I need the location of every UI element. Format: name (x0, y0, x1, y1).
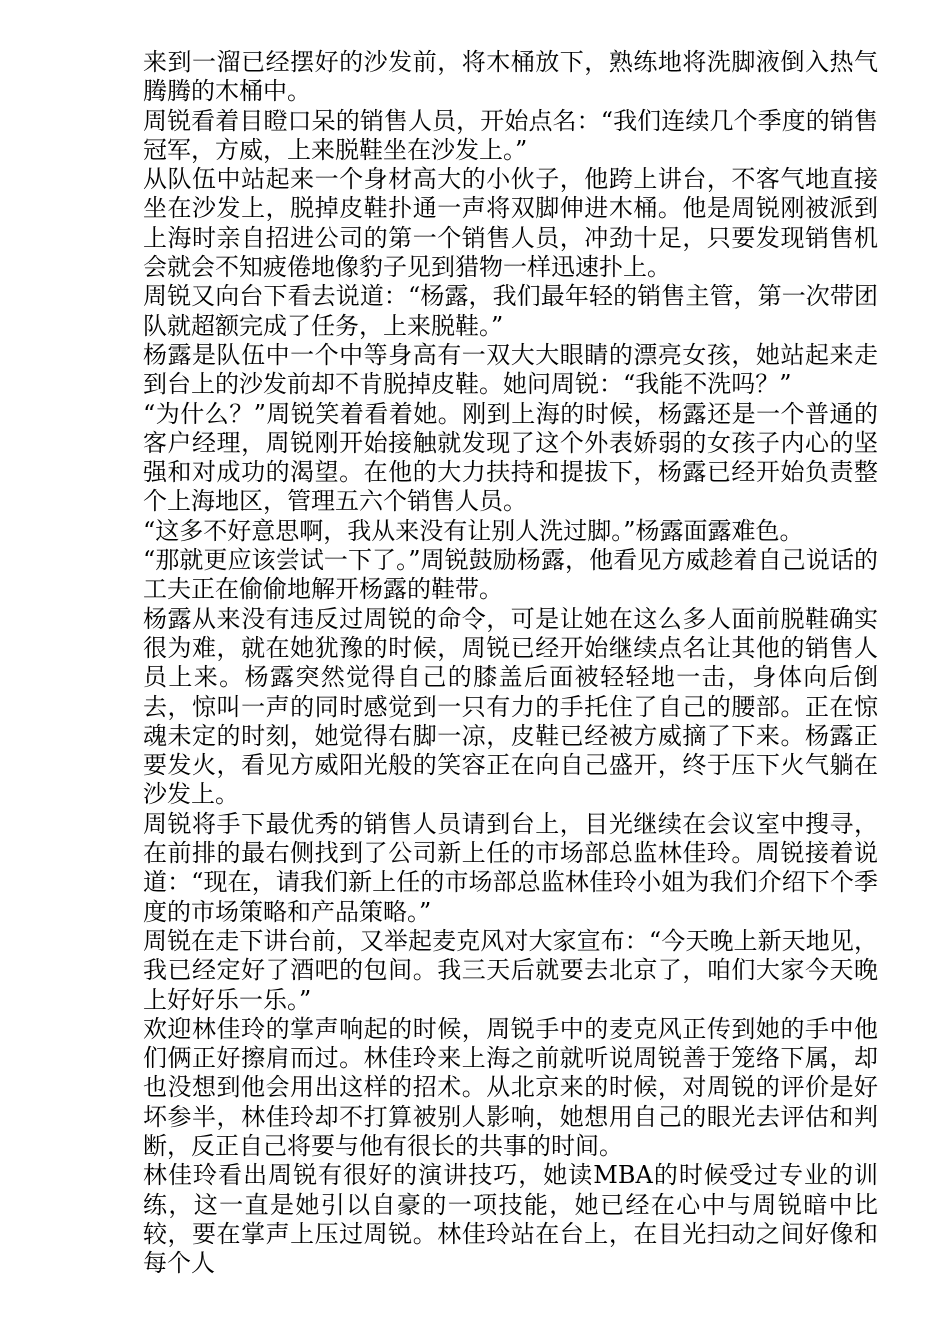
paragraph: 杨露是队伍中一个中等身高有一双大大眼睛的漂亮女孩，她站起来走到台上的沙发前却不肯脱掉皮鞋。她问周锐：“我能不洗吗？” (143, 340, 878, 399)
paragraph: 周锐看着目瞪口呆的销售人员，开始点名：“我们连续几个季度的销售冠军，方威，上来脱鞋坐在沙发上。” (143, 106, 878, 164)
paragraph: 林佳玲看出周锐有很好的演讲技巧，她读MBA的时候受过专业的训练，这一直是她引以自豪的一项技能，她已经在心中与周锐暗中比较，要在掌声上压过周锐。林佳玲站在台上，在目光扫动之间好像和每个人 (143, 1161, 878, 1278)
paragraph: 来到一溜已经摆好的沙发前，将木桶放下，熟练地将洗脚液倒入热气腾腾的木桶中。 (143, 48, 878, 106)
document-body (143, 48, 878, 1278)
paragraph: “那就更应该尝试一下了。”周锐鼓励杨露，他看见方威趁着自己说话的工夫正在偷偷地解开杨露的鞋带。 (143, 546, 878, 604)
paragraph: “为什么？”周锐笑着看着她。刚到上海的时候，杨露还是一个普通的客户经理，周锐刚开始接触就发现了这个外表娇弱的女孩子内心的坚强和对成功的渴望。在他的大力扶持和提拔下，杨露已经开始负责整个上海地区，管理五六个销售人员。 (143, 399, 878, 516)
paragraph: “这多不好意思啊，我从来没有让别人洗过脚。”杨露面露难色。 (143, 516, 804, 545)
paragraph: 周锐在走下讲台前，又举起麦克风对大家宣布：“今天晚上新天地见，我已经定好了酒吧的包间。我三天后就要去北京了，咱们大家今天晚上好好乐一乐。” (143, 926, 878, 1014)
paragraph: 周锐又向台下看去说道：“杨露，我们最年轻的销售主管，第一次带团队就超额完成了任务，上来脱鞋。” (143, 282, 878, 340)
paragraph: 杨露从来没有违反过周锐的命令，可是让她在这么多人面前脱鞋确实很为难，就在她犹豫的时候，周锐已经开始继续点名让其他的销售人员上来。杨露突然觉得自己的膝盖后面被轻轻地一击，身体向后倒去，惊叫一声的同时感觉到一只有力的手托住了自己的腰部。正在惊魂未定的时刻，她觉得右脚一凉，皮鞋已经被方威摘了下来。杨露正要发火，看见方威阳光般的笑容正在向自己盛开，终于压下火气躺在沙发上。 (143, 604, 878, 809)
paragraph: 从队伍中站起来一个身材高大的小伙子，他跨上讲台，不客气地直接坐在沙发上，脱掉皮鞋扑通一声将双脚伸进木桶。他是周锐刚被派到上海时亲自招进公司的第一个销售人员，冲劲十足，只要发现销售机会就会不知疲倦地像豹子见到猎物一样迅速扑上。 (143, 165, 878, 282)
paragraph: 周锐将手下最优秀的销售人员请到台上，目光继续在会议室中搜寻，在前排的最右侧找到了公司新上任的市场部总监林佳玲。周锐接着说道：“现在，请我们新上任的市场部总监林佳玲小姐为我们介绍下个季度的市场策略和产品策略。” (143, 809, 878, 926)
paragraph: 欢迎林佳玲的掌声响起的时候，周锐手中的麦克风正传到她的手中他们俩正好擦肩而过。林佳玲来上海之前就听说周锐善于笼络下属，却也没想到他会用出这样的招术。从北京来的时候，对周锐的评价是好坏参半，林佳玲却不打算被别人影响，她想用自己的眼光去评估和判断，反正自己将要与他有很长的共事的时间。 (143, 1014, 878, 1160)
